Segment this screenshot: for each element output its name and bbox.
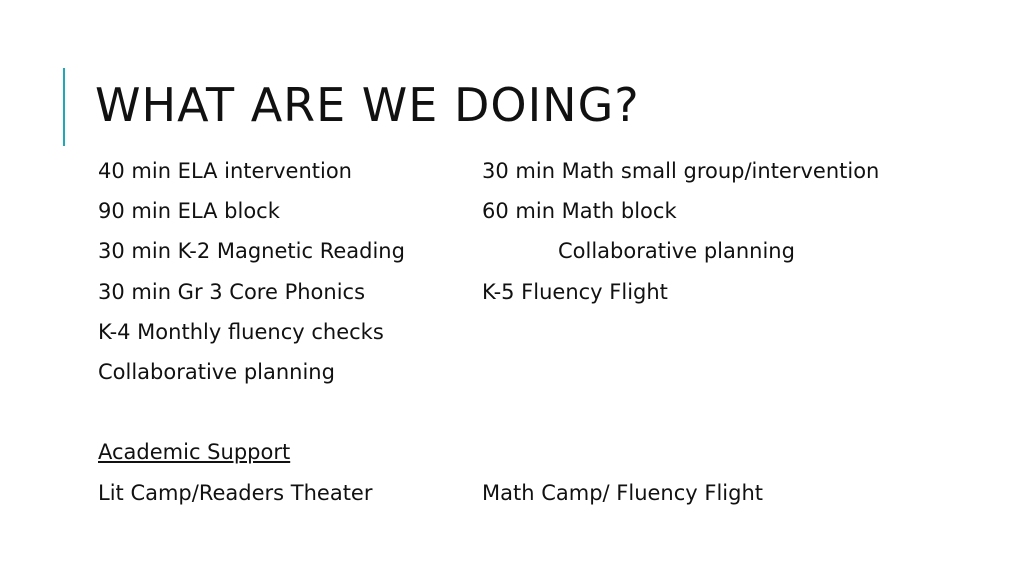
- left-item-magnetic-reading: 30 min K-2 Magnetic Reading: [98, 239, 405, 264]
- slide-title: WHAT ARE WE DOING?: [95, 78, 640, 132]
- left-item-spacer: [98, 392, 468, 432]
- title-accent-bar: [63, 68, 65, 146]
- left-item-lit-camp: Lit Camp/Readers Theater: [98, 480, 373, 505]
- right-item-math-camp: Math Camp/ Fluency Flight: [482, 480, 763, 505]
- left-item-fluency-checks: K-4 Monthly fluency checks: [98, 319, 384, 344]
- right-item-spacer-3: [482, 392, 1002, 432]
- right-item-math-intervention: 30 min Math small group/intervention: [482, 159, 880, 183]
- left-item-collaborative-planning: Collaborative planning: [98, 359, 335, 384]
- left-item-core-phonics: 30 min Gr 3 Core Phonics: [98, 279, 366, 304]
- left-heading-academic-support: Academic Support: [98, 440, 291, 465]
- right-item-spacer-2: [482, 352, 1002, 392]
- right-item-math-block: 60 min Math block: [482, 199, 677, 224]
- right-item-fluency-flight: K-5 Fluency Flight: [482, 279, 668, 304]
- right-item-collaborative-planning: Collaborative planning: [558, 239, 795, 264]
- left-item-ela-block: 90 min ELA block: [98, 199, 280, 224]
- left-item-ela-intervention: 40 min ELA intervention: [98, 159, 352, 183]
- right-item-spacer-1: [482, 312, 1002, 352]
- right-item-spacer-4: [482, 432, 1002, 472]
- right-column: [482, 151, 1002, 513]
- left-column: [98, 151, 468, 513]
